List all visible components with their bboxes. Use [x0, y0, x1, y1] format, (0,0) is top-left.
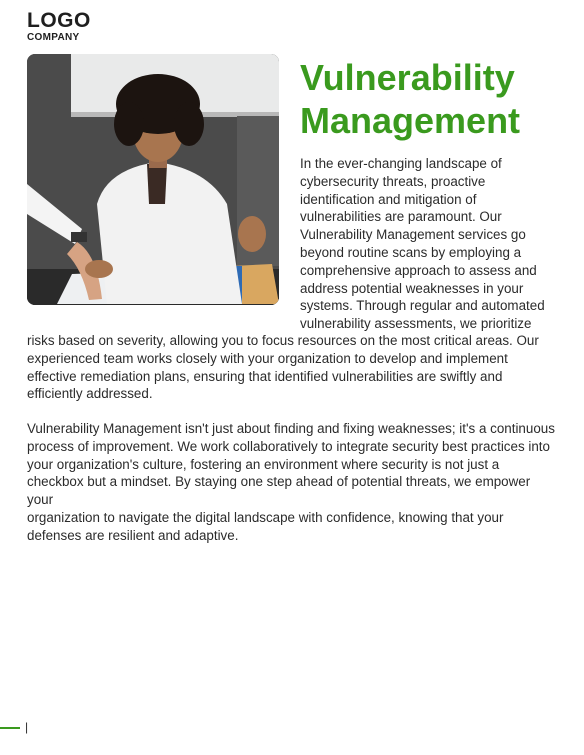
- text-line: Vulnerability Management isn't just about finding and fixing weaknesses; it's a continuous: [27, 421, 555, 436]
- text-line: In the ever-changing landscape of: [300, 156, 502, 171]
- logo-wordmark: LOGO: [27, 9, 91, 32]
- text-line: vulnerability assessments, we prioritize: [300, 316, 532, 332]
- text-line: systems. Through regular and automated: [300, 298, 545, 314]
- text-line: organization to navigate the digital landscape with confidence, knowing that your: [27, 509, 504, 525]
- text-line: address potential weaknesses in your: [300, 280, 524, 296]
- intro-paragraph-continued: [27, 332, 557, 403]
- hero-photo: [27, 54, 279, 305]
- title-line-1: Vulnerability: [300, 57, 515, 98]
- text-line: experienced team works closely with your organization to develop and implement: [27, 350, 508, 366]
- text-line: cybersecurity threats, proactive: [300, 173, 486, 189]
- text-line: risks based on severity, allowing you to focus resources on the most critical areas. Our: [27, 333, 539, 348]
- text-line: checkbox but a mindset. By staying one step ahead of potential threats, we empower your: [27, 474, 531, 508]
- intro-paragraph-wrap: [300, 155, 562, 333]
- page-marker: |: [25, 720, 29, 734]
- text-line: your organization's culture, fostering an environment where security is not just a: [27, 456, 500, 472]
- logo-company: COMPANY: [27, 32, 80, 43]
- text-line: vulnerabilities are paramount. Our: [300, 209, 502, 225]
- page-title: [300, 56, 560, 142]
- text-line: defenses are resilient and adaptive.: [27, 527, 239, 543]
- text-line: identification and mitigation of: [300, 191, 477, 207]
- text-line: beyond routine scans by employing a: [300, 244, 522, 260]
- text-line: comprehensive approach to assess and: [300, 262, 537, 278]
- second-paragraph: [27, 420, 557, 545]
- text-line: effective remediation plans, ensuring that identified vulnerabilities are swiftly and: [27, 368, 503, 384]
- company-logo: [27, 10, 91, 43]
- title-line-2: Management: [300, 100, 521, 141]
- text-line: efficiently addressed.: [27, 386, 153, 402]
- text-line: Vulnerability Management services go: [300, 227, 526, 243]
- text-line: process of improvement. We work collaboratively to integrate security best practices into: [27, 438, 550, 454]
- footer-accent-bar: [0, 727, 20, 729]
- photo-illustration: [27, 54, 279, 305]
